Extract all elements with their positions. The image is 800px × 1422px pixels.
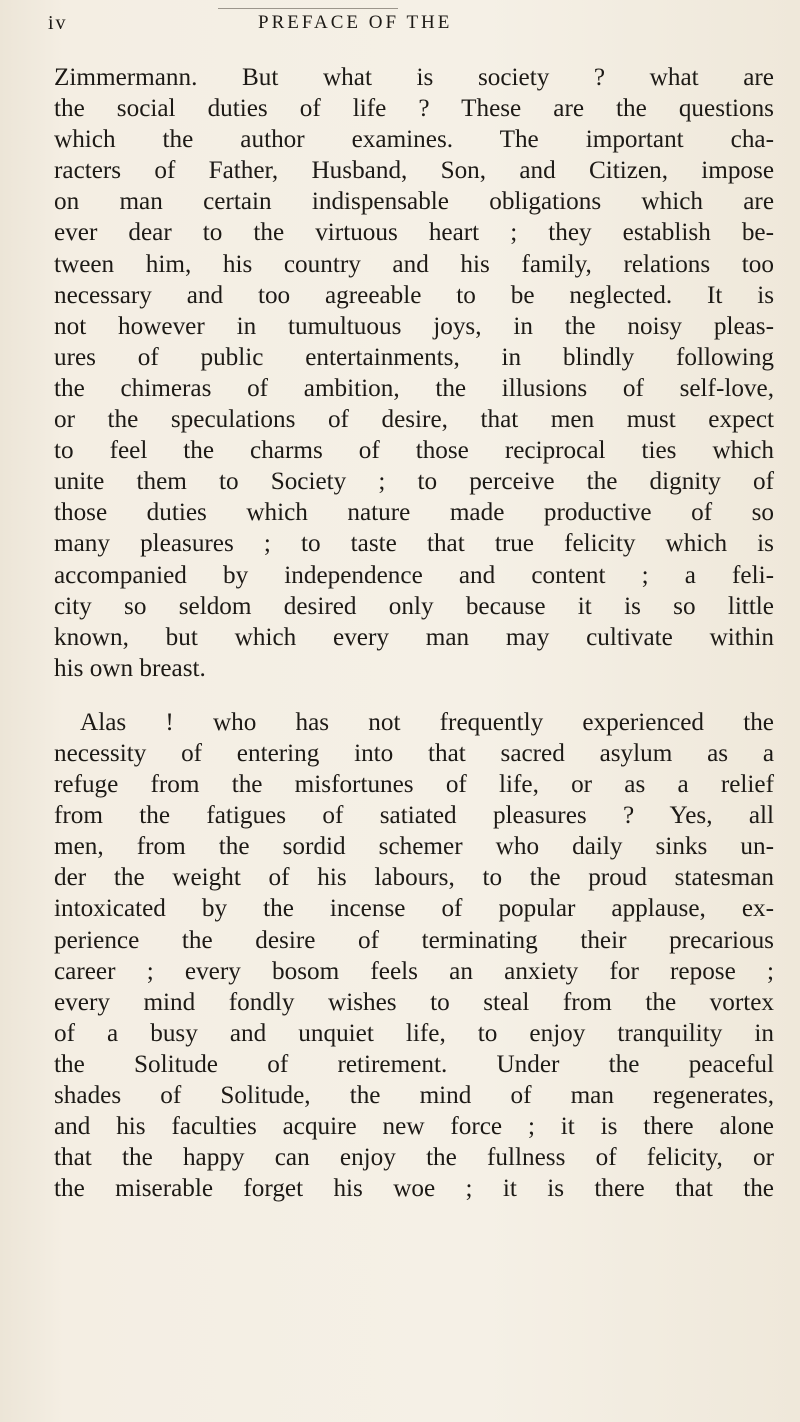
text-line: Zimmermann. But what is society ? what are	[54, 64, 774, 91]
text-line: Alas ! who has not frequently experienced the	[80, 708, 774, 736]
text-line: men, from the sordid schemer who daily sinks un-	[54, 833, 774, 861]
page-number: iv	[48, 12, 68, 34]
running-head	[48, 8, 768, 38]
text-line: not however in tumultuous joys, in the noisy pleas-	[54, 312, 774, 340]
text-line: shades of Solitude, the mind of man regenerates,	[54, 1082, 774, 1109]
text-line: the chimeras of ambition, the illusions of self-love,	[54, 374, 774, 402]
header-rule	[218, 8, 398, 9]
text-line: known, but which every man may cultivate within	[54, 623, 774, 651]
text-line: his own breast.	[54, 654, 206, 682]
text-line: and his faculties acquire new force ; it is there alone	[54, 1113, 774, 1141]
text-line: many pleasures ; to taste that true felicity which is	[54, 530, 774, 558]
text-line: or the speculations of desire, that men must expect	[54, 406, 774, 434]
text-line: of a busy and unquiet life, to enjoy tranquility in	[54, 1019, 774, 1047]
text-line: city so seldom desired only because it is so little	[54, 592, 774, 620]
running-title: PREFACE OF THE	[258, 12, 453, 33]
paragraph-gap	[54, 684, 774, 707]
text-line: which the author examines. The important cha-	[54, 126, 774, 154]
paragraph-2	[54, 707, 774, 1205]
text-line: the social duties of life ? These are the questions	[54, 95, 774, 123]
text-line: to feel the charms of those reciprocal ties which	[54, 437, 774, 465]
body-text	[54, 62, 774, 1204]
text-line: ures of public entertainments, in blindly following	[54, 343, 774, 371]
text-line: that the happy can enjoy the fullness of felicity, or	[54, 1144, 774, 1172]
text-line: from the fatigues of satiated pleasures ? Yes, all	[54, 802, 774, 830]
text-line: refuge from the misfortunes of life, or as a relief	[54, 771, 774, 799]
text-line: every mind fondly wishes to steal from the vortex	[54, 988, 774, 1016]
text-line: unite them to Society ; to perceive the dignity of	[54, 468, 774, 496]
text-line: necessary and too agreeable to be neglected. It is	[54, 281, 774, 309]
text-line: necessity of entering into that sacred asylum as a	[54, 739, 774, 767]
text-line: career ; every bosom feels an anxiety for repose ;	[54, 957, 774, 985]
text-line: accompanied by independence and content ; a feli-	[54, 561, 774, 589]
text-line: ever dear to the virtuous heart ; they establish be-	[54, 219, 774, 247]
paragraph-1	[54, 62, 774, 684]
text-line: the miserable forget his woe ; it is there that the	[54, 1175, 774, 1203]
text-line: on man certain indispensable obligations which are	[54, 188, 774, 216]
text-line: intoxicated by the incense of popular applause, ex-	[54, 895, 774, 923]
text-line: tween him, his country and his family, relations too	[54, 250, 774, 278]
text-line: perience the desire of terminating their precarious	[54, 926, 774, 954]
text-line: racters of Father, Husband, Son, and Citizen, impose	[54, 157, 774, 185]
text-line: those duties which nature made productive of so	[54, 499, 774, 527]
text-line: der the weight of his labours, to the proud statesman	[54, 864, 774, 892]
text-line: the Solitude of retirement. Under the peaceful	[54, 1050, 774, 1078]
